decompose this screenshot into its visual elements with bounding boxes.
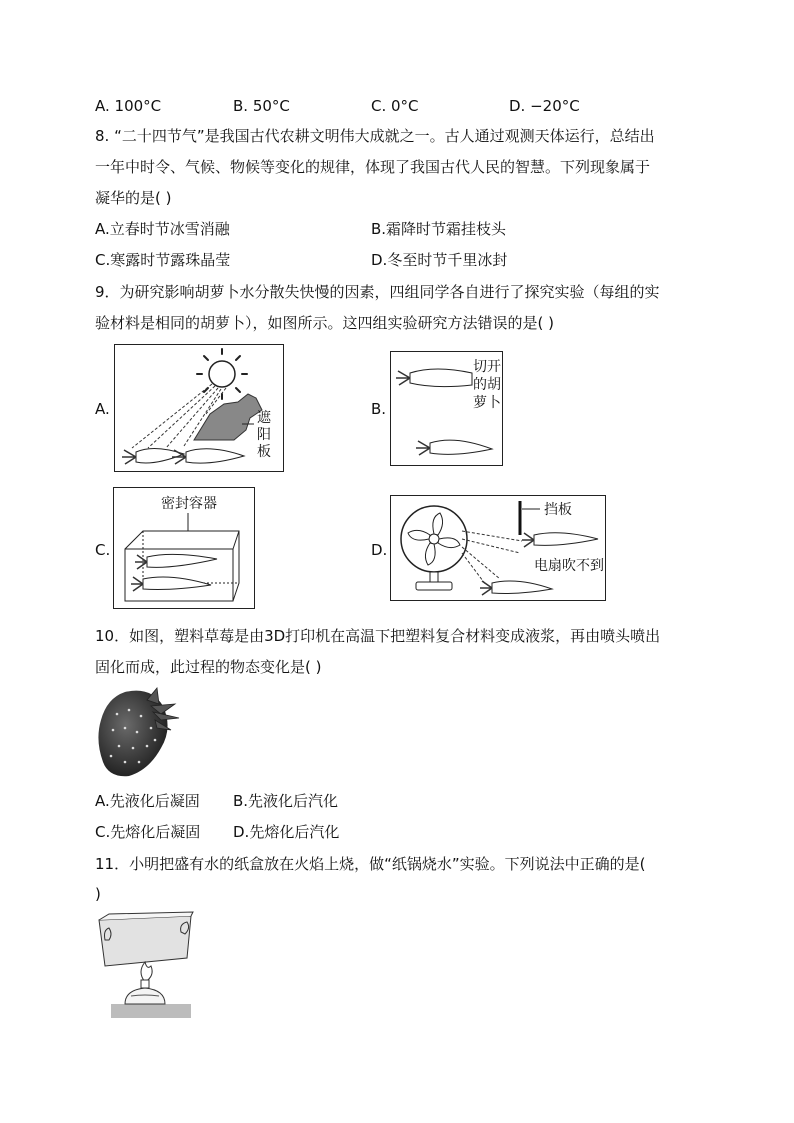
q8-option-b: B.霜降时节霜挂枝头 bbox=[371, 220, 507, 238]
q8-stem-line-1: 8. “二十四节气”是我国古代农耕文明伟大成就之一。古人通过观测天体运行，总结出 bbox=[95, 127, 655, 145]
fig-c-letter: C. bbox=[95, 541, 111, 559]
figure-b-cut-carrot bbox=[390, 351, 503, 466]
q7-option-b: B. 50°C bbox=[233, 97, 290, 115]
fig-a-label-1: 遮 bbox=[257, 410, 271, 426]
figure-a-sun-shade bbox=[114, 344, 284, 472]
q10-option-c: C.先熔化后凝固 bbox=[95, 823, 201, 841]
fig-a-label-2: 阳 bbox=[257, 427, 271, 443]
q7-option-a: A. 100°C bbox=[95, 97, 162, 115]
q9-stem-line-2: 验材料是相同的胡萝卜），如图所示。这四组实验研究方法错误的是( ) bbox=[95, 314, 554, 332]
q8-option-c: C.寒露时节露珠晶莹 bbox=[95, 251, 231, 269]
q8-stem-line-2: 一年中时令、气候、物候等变化的规律，体现了我国古代人民的智慧。下列现象属于 bbox=[95, 158, 651, 176]
q9-stem-line-1: 9．为研究影响胡萝卜水分散失快慢的因素，四组同学各自进行了探究实验（每组的实 bbox=[95, 283, 660, 301]
q8-option-a: A.立春时节冰雪消融 bbox=[95, 220, 230, 238]
flame-icon bbox=[141, 962, 152, 982]
q8-option-d: D.冬至时节千里冰封 bbox=[371, 251, 508, 269]
q7-option-c: C. 0°C bbox=[371, 97, 419, 115]
fig-b-letter: B. bbox=[371, 400, 387, 418]
fig-d-label-top: 挡板 bbox=[544, 502, 572, 518]
fig-d-letter: D. bbox=[371, 541, 388, 559]
figure-c-sealed-container bbox=[113, 487, 255, 609]
q10-option-b: B.先液化后汽化 bbox=[233, 792, 339, 810]
alcohol-lamp bbox=[125, 980, 165, 1004]
q10-option-a: A.先液化后凝固 bbox=[95, 792, 200, 810]
q10-stem-line-2: 固化而成，此过程的物态变化是( ) bbox=[95, 658, 322, 676]
fig-d-label-bottom: 电扇吹不到 bbox=[534, 558, 604, 574]
fig-a-label-3: 板 bbox=[257, 444, 271, 460]
q11-stem-line-2: ) bbox=[95, 885, 101, 903]
q8-stem-line-3: 凝华的是( ) bbox=[95, 189, 172, 207]
q10-option-d: D.先熔化后汽化 bbox=[233, 823, 340, 841]
fig-b-label-3: 萝卜 bbox=[473, 395, 501, 411]
figure-d-electric-fan bbox=[390, 495, 606, 601]
fig-a-letter: A. bbox=[95, 400, 110, 418]
fig-b-label-2: 的胡 bbox=[473, 377, 501, 393]
q11-stem-line-1: 11．小明把盛有水的纸盒放在火焰上烧，做“纸锅烧水”实验。下列说法中正确的是( bbox=[95, 855, 646, 873]
q10-stem-line-1: 10．如图，塑料草莓是由3D打印机在高温下把塑料复合材料变成液浆，再由喷头喷出 bbox=[95, 627, 661, 645]
table-surface bbox=[111, 1004, 191, 1018]
paper-pot-figure bbox=[95, 910, 195, 1020]
fig-b-label-1: 切开 bbox=[473, 359, 501, 375]
strawberry-image bbox=[95, 684, 181, 780]
q7-option-d: D. −20°C bbox=[509, 97, 580, 115]
fig-c-label: 密封容器 bbox=[161, 496, 217, 512]
paper-pot bbox=[99, 912, 193, 966]
